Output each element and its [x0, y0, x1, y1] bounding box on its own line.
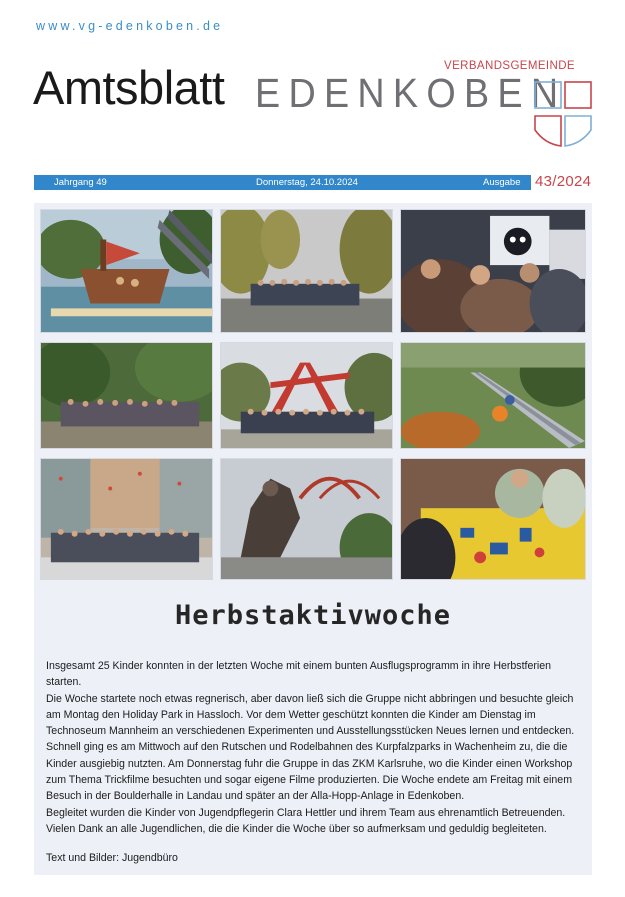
- article-body: [46, 658, 584, 837]
- toboggan-run-photo: [400, 342, 586, 449]
- volume-label: Jahrgang 49: [54, 177, 107, 188]
- publication-title: Amtsblatt: [33, 61, 225, 114]
- group-park-avenue-photo: [220, 209, 393, 333]
- article-headline: Herbstaktivwoche: [174, 600, 452, 631]
- issue-info-bar: [34, 175, 531, 190]
- children-exhibit-photo: [400, 209, 586, 333]
- edition-label: Ausgabe: [483, 177, 521, 188]
- article-paragraph: Die Woche startete noch etwas regnerisch, aber davon ließ sich die Gruppe nicht abbringen und besuchte gleich am Montag den Holiday Park in Hassloch. Vor dem Wetter geschützt konnten die Kinder am Dienstag im Technoseum Mannheim an verschiedenen Experimenten und Ausstellungsstücken Neues lernen und entdecken. Schnell ging es am Mittwoch auf den Rutschen und Rodelbahnen des Kurpfalzparks in Wachenheim zu, die die Kinder ausgiebig nutzten. Am Donnerstag fuhr die Gruppe in das ZKM Karlsruhe, wo die Kinder einen Workshop zum Thema Trickfilme besuchten und sogar eigene Filme produzierten. Die Woche endete am Freitag mit einem Besuch in der Boulderhalle in Landau und später an der Alla-Hopp-Anlage in Edenkoben.: [46, 692, 575, 803]
- article-paragraph: Begleitet wurden die Kinder von Jugendpflegerin Clara Hettler und ihrem Team aus ehrenamtlich Betreuenden.: [46, 806, 566, 819]
- article-paragraph: Insgesamt 25 Kinder konnten in der letzten Woche mit einem bunten Ausflugsprogramm in ihre Herbstferien starten.: [46, 660, 552, 689]
- rollercoaster-dragon-photo: [220, 458, 393, 580]
- article-panel: [34, 203, 592, 875]
- website-url[interactable]: www.vg-edenkoben.de: [36, 19, 224, 33]
- group-red-sculpture-photo: [220, 342, 393, 449]
- edenkoben-logotype: EDENKOBEN: [255, 70, 567, 116]
- children-workshop-table-photo: [400, 458, 586, 580]
- group-in-garden-photo: [40, 342, 213, 449]
- issue-number: 43/2024: [535, 173, 592, 190]
- verbandsgemeinde-label: VERBANDSGEMEINDE: [444, 60, 576, 72]
- article-paragraph: Vielen Dank an alle Jugendlichen, die die Kinder die Woche über so aufmerksam und geduldig begleiteten.: [46, 822, 547, 835]
- photo-credit: Text und Bilder: Jugendbüro: [46, 852, 178, 864]
- coat-of-arms-icon: [533, 80, 593, 150]
- issue-date: Donnerstag, 24.10.2024: [256, 177, 358, 188]
- bouldering-hall-group-photo: [40, 458, 213, 580]
- viking-ship-ride-photo: [40, 209, 213, 333]
